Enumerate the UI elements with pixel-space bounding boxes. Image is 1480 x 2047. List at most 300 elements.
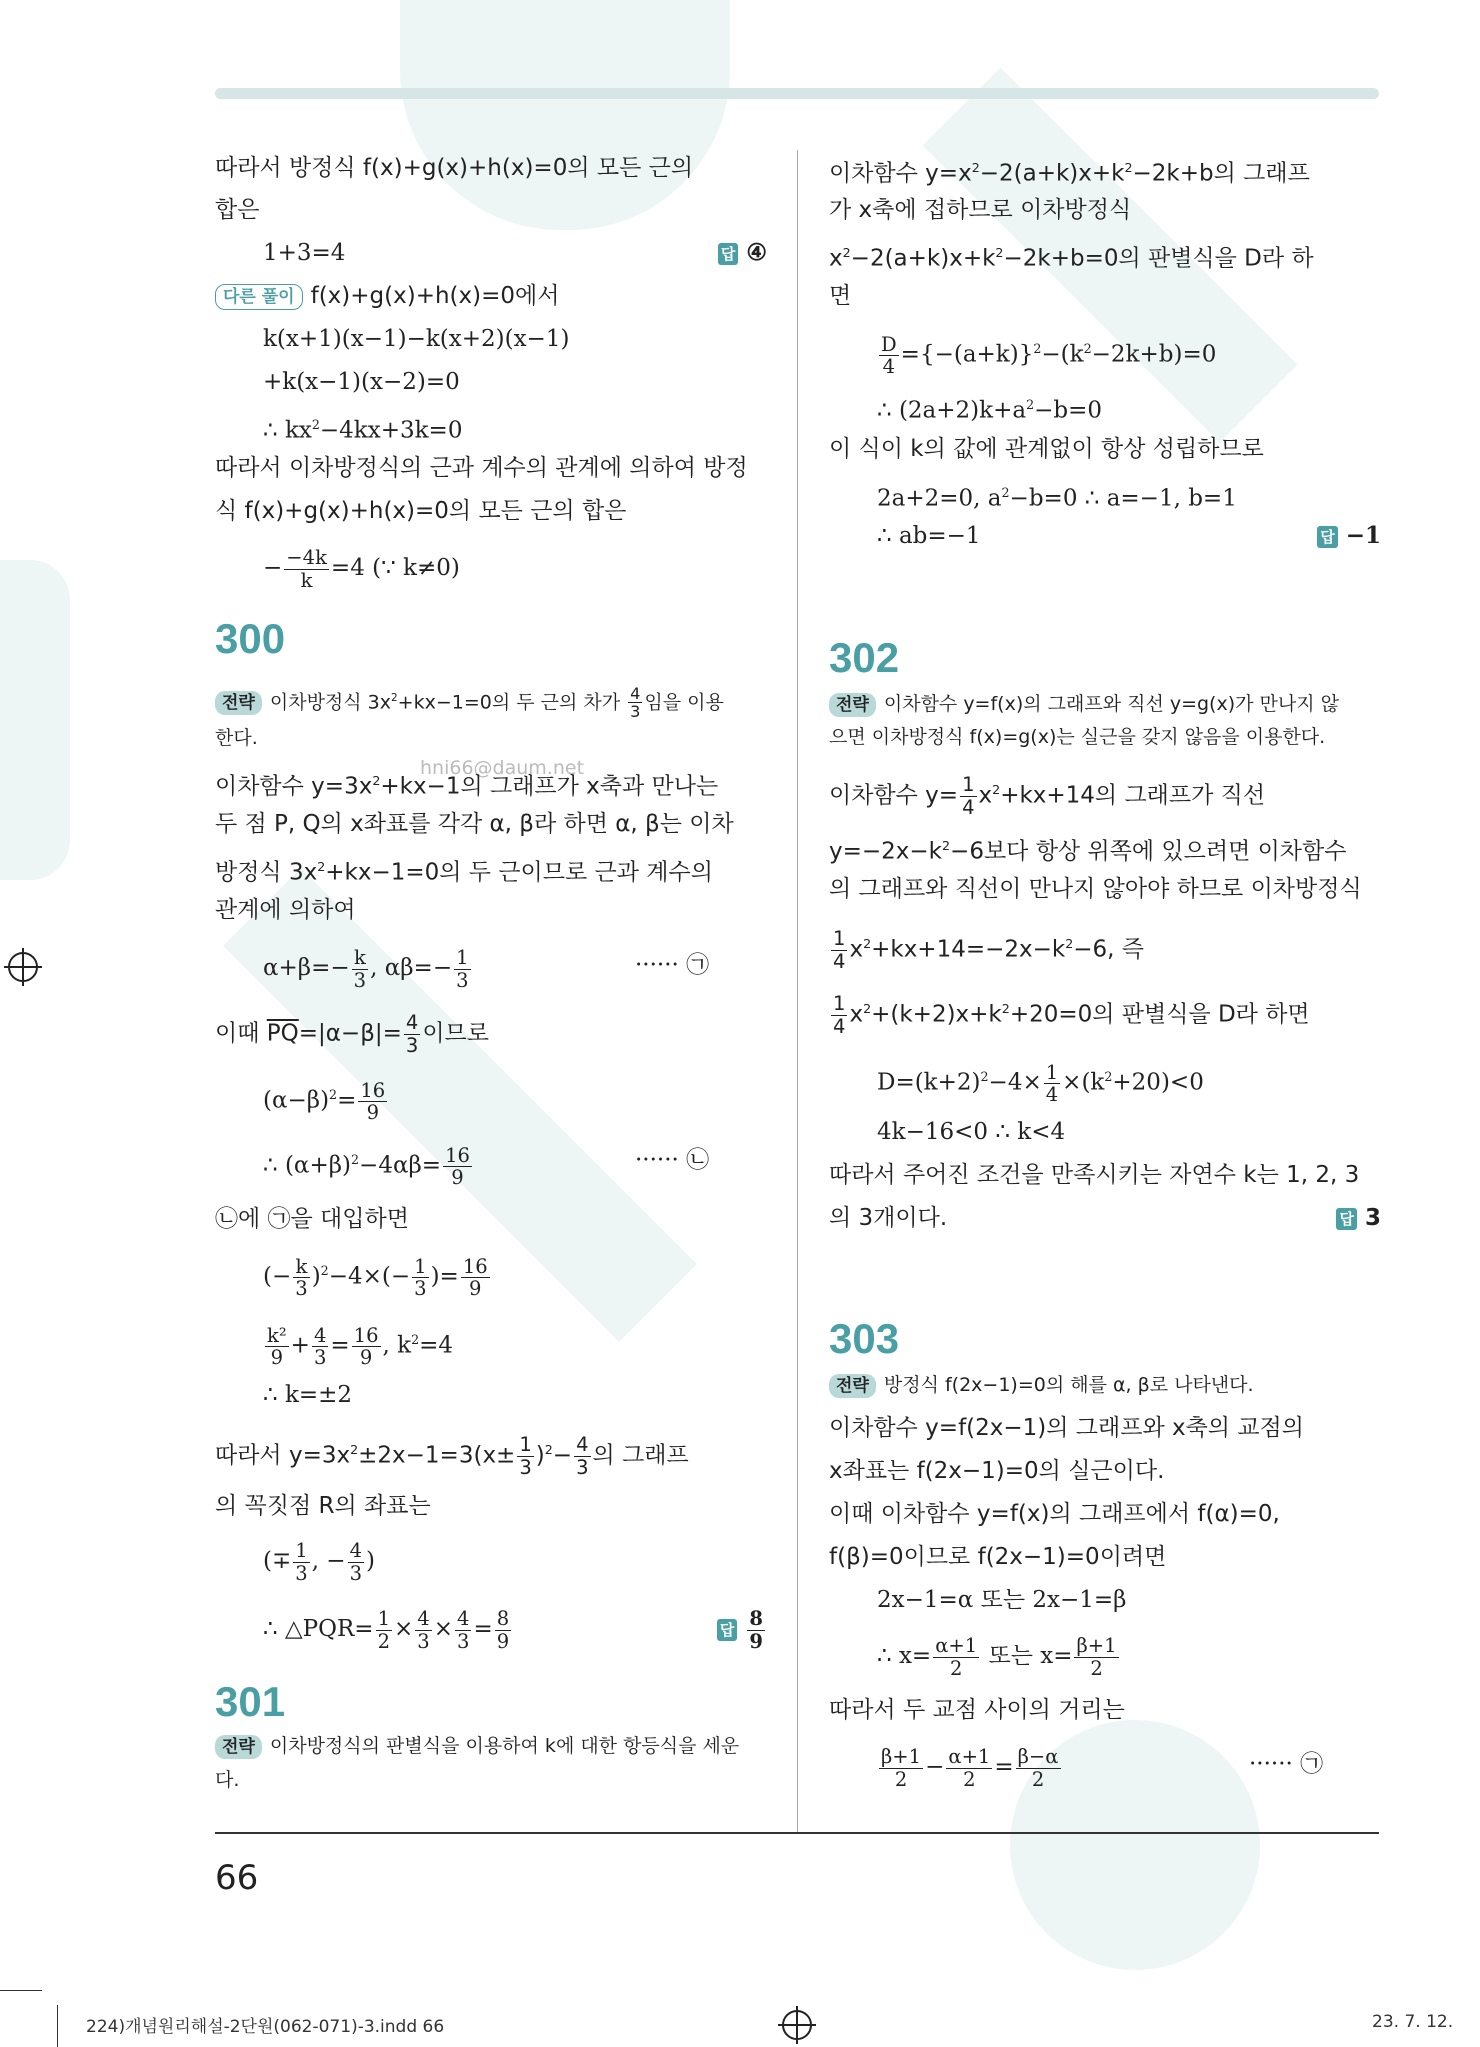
fraction-numerator: 1 — [456, 946, 469, 969]
text-segment: 식 f(x)+g(x)+h(x)=0의 모든 근의 합은 — [215, 498, 627, 524]
answer-value — [747, 1608, 765, 1652]
superscript: 2 — [971, 160, 980, 175]
strategy-badge: 전략 — [215, 691, 262, 715]
superscript: 2 — [863, 1001, 872, 1016]
text-line — [829, 719, 1381, 755]
fraction-denominator: 4 — [882, 355, 896, 379]
watermark-shape — [0, 560, 70, 880]
fraction — [376, 1608, 392, 1652]
fraction-numerator: 1 — [519, 1433, 532, 1457]
fraction-numerator: 16 — [360, 1078, 386, 1102]
text-segment: +k(x−1)(x−2)=0 — [263, 369, 460, 395]
crop-mark — [57, 2005, 58, 2047]
text-segment: ∴ x= — [877, 1643, 932, 1669]
answer-value: 3 — [1364, 1205, 1381, 1231]
text-segment: 의 그래프와 직선이 만나지 않아야 하므로 이차방정식 — [829, 876, 1362, 902]
text-line — [215, 1201, 767, 1237]
text-segment: x — [849, 1001, 864, 1028]
text-segment: α+β=− — [263, 955, 350, 981]
text-segment: +kx+14의 그래프가 직선 — [1000, 782, 1266, 809]
text-segment: ) — [366, 1548, 376, 1574]
problem-number-303: 303 — [829, 1315, 900, 1362]
text-line — [829, 278, 1381, 314]
fraction-numerator: 16 — [445, 1143, 470, 1167]
text-line — [215, 806, 767, 842]
fraction-denominator: 3 — [576, 1455, 589, 1479]
text-segment: 두 점 P, Q의 x좌표를 각각 α, β라 하면 α, β는 이차 — [215, 811, 734, 837]
superscript: 2 — [1001, 1001, 1010, 1016]
text-segment: 이차방정식 3x — [269, 691, 392, 714]
fraction — [461, 1256, 490, 1300]
text-line — [215, 1077, 767, 1125]
text-segment: 2a+2=0, a — [877, 485, 1002, 512]
text-line — [215, 1432, 767, 1479]
text-segment: 이차함수 y= — [829, 782, 959, 809]
fraction-numerator: 4 — [349, 1539, 363, 1562]
equation-marker: ······ ㉠ — [635, 952, 710, 978]
fraction-denominator: 4 — [833, 949, 846, 973]
answer — [718, 235, 767, 271]
text-segment: +kx−1=0의 두 근의 차가 — [397, 691, 627, 714]
fraction-denominator: 2 — [377, 1629, 390, 1653]
text-line — [215, 278, 767, 314]
top-bar — [215, 88, 1379, 99]
superscript: 2 — [351, 1152, 360, 1167]
text-segment: +(k+2)x+k — [871, 1001, 1002, 1028]
fraction-numerator: k — [352, 947, 368, 970]
fraction-denominator: 2 — [1090, 1656, 1103, 1680]
text-line — [215, 493, 767, 529]
text-line — [829, 1692, 1381, 1728]
fraction-denominator: 3 — [295, 1561, 308, 1585]
fraction — [352, 947, 368, 991]
text-segment: = — [337, 1087, 357, 1114]
text-segment: × — [394, 1616, 414, 1642]
text-segment: + — [290, 1332, 310, 1359]
fraction-numerator: 1 — [295, 1539, 308, 1562]
superscript: 2 — [320, 1263, 329, 1278]
fraction-denominator: 3 — [417, 1629, 430, 1653]
problem-number-302: 302 — [829, 634, 900, 681]
fraction-denominator: k — [300, 568, 313, 592]
text-segment: −b=0 — [1034, 397, 1103, 424]
text-segment: (− — [263, 1263, 292, 1290]
fraction — [960, 774, 976, 818]
text-segment: , αβ=− — [370, 955, 453, 981]
fraction-numerator: β+1 — [1076, 1634, 1117, 1657]
text-segment: −4×(− — [328, 1263, 411, 1290]
text-segment: k(x+1)(x−1)−k(x+2)(x−1) — [263, 326, 570, 352]
crop-mark — [0, 1990, 42, 1991]
text-segment: 이차함수 y=3x — [215, 773, 373, 800]
footer-date: 23. 7. 12. — [1372, 2012, 1454, 2032]
text-segment: 다. — [215, 1769, 240, 1791]
text-line — [829, 518, 1381, 554]
fraction-denominator: 4 — [1045, 1083, 1059, 1107]
text-line — [215, 720, 767, 756]
text-segment: 따라서 주어진 조건을 만족시키는 자연수 k는 1, 2, 3 — [829, 1162, 1360, 1188]
fraction — [404, 1012, 420, 1056]
fraction-denominator: 2 — [963, 1767, 976, 1791]
text-segment: ) — [311, 1263, 321, 1290]
text-segment: (∓ — [263, 1548, 292, 1574]
text-segment: y=−2x−k — [829, 838, 942, 865]
strategy-badge: 전략 — [215, 1735, 262, 1759]
text-line — [829, 1114, 1381, 1150]
text-segment: −4αβ= — [359, 1152, 442, 1179]
registration-mark-icon — [8, 952, 38, 982]
column-divider — [797, 150, 798, 1832]
fraction — [628, 685, 642, 722]
fraction-numerator: α+1 — [948, 1745, 991, 1768]
fraction-denominator: 3 — [349, 1561, 363, 1585]
footer-filename: 224)개념원리해설-2단원(062-071)-3.indd 66 — [86, 2017, 445, 2037]
text-segment: +20)<0 — [1112, 1069, 1204, 1096]
superscript: 2 — [942, 838, 951, 853]
text-segment: x — [849, 936, 864, 963]
text-segment: +kx+14=−2x−k — [871, 936, 1066, 963]
text-segment: ∴ (2a+2)k+a — [877, 397, 1027, 424]
text-segment: 임을 이용 — [644, 691, 724, 714]
text-line — [215, 1377, 767, 1413]
fraction-numerator: D — [881, 332, 897, 356]
text-segment: +20=0의 판별식을 D라 하면 — [1009, 1001, 1310, 1028]
fraction — [495, 1608, 511, 1652]
superscript: 2 — [995, 245, 1004, 260]
text-segment: =4 — [419, 1332, 454, 1359]
fraction-denominator: 9 — [749, 1629, 763, 1653]
text-line — [829, 991, 1381, 1038]
fraction — [293, 1256, 309, 1300]
superscript: 2 — [863, 936, 872, 951]
superscript: 2 — [350, 1442, 359, 1457]
text-line — [215, 1607, 767, 1653]
fraction — [574, 1434, 590, 1478]
text-segment: D=(k+2) — [877, 1069, 981, 1096]
text-line — [215, 849, 767, 885]
text-segment: ∴ kx — [263, 417, 312, 444]
strategy-badge: 전략 — [829, 1374, 876, 1398]
fraction — [1016, 1746, 1061, 1790]
text-line — [829, 235, 1381, 271]
fraction-numerator: 4 — [313, 1323, 327, 1347]
text-segment: 이므로 — [422, 1020, 489, 1047]
text-line — [829, 1200, 1381, 1236]
text-line — [829, 828, 1381, 864]
fraction — [517, 1434, 533, 1478]
fraction — [454, 947, 470, 991]
fraction — [265, 1325, 289, 1369]
text-line — [829, 1634, 1381, 1680]
fraction — [415, 1608, 431, 1652]
text-segment: +kx−1=0의 두 근이므로 근과 계수의 — [325, 859, 713, 886]
text-segment: −4kx+3k=0 — [319, 417, 463, 444]
fraction-denominator: 2 — [894, 1767, 908, 1791]
text-line — [829, 192, 1381, 228]
fraction — [831, 928, 847, 972]
superscript: 2 — [1033, 341, 1042, 356]
answer-value: −1 — [1345, 522, 1381, 549]
text-segment: 또는 x= — [981, 1643, 1073, 1669]
fraction-numerator: 4 — [405, 1011, 419, 1034]
text-segment: 가 x축에 접하므로 이차방정식 — [829, 197, 1132, 223]
fraction — [443, 1145, 472, 1189]
text-line — [829, 1582, 1381, 1618]
fraction-numerator: k² — [267, 1323, 287, 1347]
text-segment: −2(a+k)x+k — [850, 245, 996, 272]
fraction-denominator: 9 — [366, 1101, 380, 1125]
fraction-numerator: 1 — [833, 992, 846, 1016]
text-segment: 의 그래프 — [592, 1442, 689, 1469]
text-line — [215, 892, 767, 928]
superscript: 2 — [1104, 1069, 1113, 1084]
answer-label-icon: 답 — [1336, 1208, 1357, 1230]
fraction-numerator: 8 — [749, 1607, 763, 1630]
text-segment: 1+3=4 — [263, 240, 346, 266]
fraction-denominator: 9 — [270, 1346, 284, 1370]
fraction-numerator: 4 — [457, 1607, 470, 1630]
fraction-numerator: 1 — [414, 1254, 427, 1278]
text-segment: −2k+b)=0 — [1091, 341, 1217, 368]
text-segment: 의 꼭짓점 R의 좌표는 — [215, 1493, 431, 1519]
text-segment: − — [925, 1754, 945, 1780]
answer-label-icon: 답 — [718, 243, 739, 265]
text-line — [215, 1488, 767, 1524]
fraction — [412, 1256, 428, 1300]
text-segment: x — [829, 245, 843, 272]
text-segment: ±2x−1=3(x± — [358, 1442, 516, 1469]
fraction-denominator: 9 — [359, 1346, 373, 1370]
text-segment: (α−β) — [263, 1087, 330, 1114]
fraction-numerator: 16 — [462, 1254, 488, 1278]
answer-label-icon: 답 — [717, 1619, 738, 1641]
text-segment: 따라서 두 교점 사이의 거리는 — [829, 1697, 1125, 1723]
superscript: 2 — [980, 1069, 989, 1084]
fraction-denominator: 2 — [1031, 1767, 1045, 1791]
fraction-denominator: 2 — [949, 1656, 963, 1680]
text-segment: ∴ (α+β) — [263, 1152, 351, 1179]
text-line — [215, 450, 767, 486]
fraction — [1074, 1635, 1118, 1679]
text-segment: −(k — [1041, 341, 1084, 368]
text-line — [829, 1367, 1381, 1403]
superscript: 2 — [842, 245, 851, 260]
text-segment: ㉡에 ㉠을 대입하면 — [215, 1206, 409, 1232]
fraction — [879, 334, 899, 378]
superscript: 2 — [1026, 397, 1035, 412]
text-segment: −2k+b=0의 판별식을 D라 하 — [1003, 245, 1314, 272]
text-segment: 이때 — [215, 1020, 267, 1047]
text-segment: 합은 — [215, 197, 260, 223]
text-line — [829, 475, 1381, 511]
text-segment: −2k+b의 그래프 — [1132, 160, 1310, 187]
fraction-numerator: 4 — [417, 1607, 430, 1630]
text-segment: ∴ △PQR= — [263, 1616, 374, 1642]
fraction-numerator: k — [293, 1256, 309, 1279]
text-line — [829, 871, 1381, 907]
superscript: 2 — [411, 1332, 420, 1347]
text-segment: ={−(a+k)} — [900, 341, 1034, 368]
text-line — [215, 1539, 767, 1585]
fraction-numerator: 1 — [1045, 1060, 1059, 1084]
text-segment: ∴ ab=−1 — [877, 523, 981, 549]
text-line — [829, 1410, 1381, 1446]
text-line — [215, 1322, 767, 1370]
superscript: 2 — [1065, 936, 1074, 951]
fraction-denominator: 3 — [519, 1455, 532, 1479]
watermark-email: hni66@daum.net — [420, 757, 585, 779]
text-line — [215, 1762, 767, 1798]
text-line — [829, 772, 1381, 819]
text-segment: ∴ k=±2 — [263, 1382, 353, 1408]
text-line — [829, 1539, 1381, 1575]
overline-segment: $\overline{PQ}$ — [266, 1020, 299, 1047]
fraction-denominator: 9 — [451, 1166, 464, 1190]
text-line — [829, 387, 1381, 423]
fraction-denominator: 3 — [457, 1629, 470, 1653]
text-line — [215, 192, 767, 228]
text-line — [215, 763, 767, 799]
fraction — [358, 1080, 387, 1124]
problem-number-300: 300 — [215, 615, 286, 662]
fraction-denominator: 9 — [469, 1277, 482, 1301]
text-segment: −4× — [988, 1069, 1042, 1096]
fraction — [348, 1540, 364, 1584]
superscript: 2 — [1083, 341, 1092, 356]
text-segment: =4 (∵ k≠0) — [330, 555, 460, 581]
text-segment: 2x−1=α 또는 2x−1=β — [877, 1587, 1127, 1613]
text-segment: − — [552, 1442, 573, 1469]
fraction-denominator: 3 — [456, 968, 469, 992]
superscript: 2 — [992, 782, 1001, 797]
fraction-numerator: −4k — [286, 546, 327, 569]
text-line — [215, 235, 767, 271]
fraction — [831, 993, 847, 1037]
text-segment: = — [473, 1616, 493, 1642]
text-segment: = — [330, 1332, 350, 1359]
text-line — [829, 150, 1381, 186]
superscript: 2 — [391, 692, 398, 704]
text-line — [829, 1496, 1381, 1532]
text-segment: 4k−16<0 ∴ k<4 — [877, 1119, 1066, 1145]
text-line — [215, 407, 767, 443]
text-line — [215, 364, 767, 400]
text-line — [215, 946, 767, 992]
superscript: 2 — [372, 773, 381, 788]
text-segment: 이차방정식의 판별식을 이용하여 k에 대한 항등식을 세운 — [269, 1735, 740, 1757]
text-segment: , − — [311, 1548, 346, 1574]
text-segment: 따라서 이차방정식의 근과 계수의 관계에 의하여 방정 — [215, 455, 748, 481]
text-segment: 이때 이차함수 y=f(x)의 그래프에서 f(α)=0, — [829, 1501, 1280, 1527]
text-line — [215, 680, 767, 722]
fraction — [1044, 1062, 1060, 1106]
superscript: 2 — [317, 859, 326, 874]
fraction-denominator: 3 — [295, 1277, 308, 1301]
superscript: 2 — [1124, 160, 1133, 175]
fraction-denominator: 3 — [630, 702, 641, 722]
answer — [1317, 518, 1381, 554]
fraction-numerator: 1 — [833, 927, 846, 951]
text-segment: 이차함수 y=f(2x−1)의 그래프와 x축의 교점의 — [829, 1415, 1304, 1441]
fraction-denominator: 3 — [414, 1277, 427, 1301]
text-segment: 으면 이차방정식 f(x)=g(x)는 실근을 갖지 않음을 이용한다. — [829, 726, 1326, 748]
text-segment: f(β)=0이므로 f(2x−1)=0이려면 — [829, 1544, 1167, 1570]
text-segment: , k — [382, 1332, 412, 1359]
fraction — [293, 1540, 309, 1584]
text-segment: ×(k — [1062, 1069, 1105, 1096]
text-segment: 이차함수 y=f(x)의 그래프와 직선 y=g(x)가 만나지 않 — [883, 693, 1339, 715]
answer-value: ④ — [746, 239, 767, 266]
fraction-numerator: β+1 — [881, 1745, 922, 1768]
text-line — [829, 926, 1381, 973]
fraction-numerator: 4 — [576, 1433, 589, 1457]
fraction-numerator: 4 — [630, 683, 641, 703]
fraction-numerator: β−α — [1017, 1745, 1059, 1768]
fraction — [946, 1746, 992, 1790]
text-segment: −2(a+k)x+k — [979, 160, 1125, 187]
text-line — [829, 1453, 1381, 1489]
text-segment: 면 — [829, 283, 852, 309]
text-segment: −6보다 항상 위쪽에 있으려면 이차함수 — [950, 838, 1347, 865]
text-segment: 방정식 f(2x−1)=0의 해를 α, β로 나타낸다. — [883, 1374, 1254, 1396]
text-segment: x — [978, 782, 993, 809]
superscript: 2 — [544, 1442, 553, 1457]
bottom-rule — [215, 1832, 1379, 1834]
superscript: 2 — [1001, 485, 1010, 500]
text-segment: =|α−β|= — [298, 1020, 402, 1047]
registration-mark-icon — [782, 2010, 812, 2040]
text-line — [215, 546, 767, 592]
text-segment: ) — [535, 1442, 545, 1469]
fraction-denominator: 3 — [405, 1033, 419, 1057]
text-segment: 한다. — [215, 727, 258, 749]
text-line — [215, 1142, 767, 1190]
fraction — [352, 1325, 381, 1369]
text-segment: 방정식 3x — [215, 859, 318, 886]
fraction — [284, 547, 329, 591]
text-segment: )= — [430, 1263, 459, 1290]
answer — [1336, 1200, 1381, 1236]
fraction-denominator: 4 — [962, 795, 975, 819]
text-line — [215, 150, 767, 186]
fraction-denominator: 3 — [353, 968, 367, 992]
fraction-numerator: 1 — [377, 1607, 390, 1630]
fraction — [312, 1325, 328, 1369]
text-line — [829, 1059, 1381, 1107]
text-segment: 이차함수 y=x — [829, 160, 972, 187]
text-line — [829, 1157, 1381, 1193]
text-segment: − — [263, 555, 283, 581]
text-segment: × — [433, 1616, 453, 1642]
text-line — [829, 1745, 1381, 1791]
fraction — [455, 1608, 471, 1652]
text-line — [829, 686, 1381, 722]
text-line — [215, 321, 767, 357]
alt-solution-badge: 다른 풀이 — [215, 284, 303, 310]
fraction-numerator: α+1 — [935, 1634, 978, 1657]
fraction-denominator: 4 — [833, 1014, 846, 1038]
text-line — [829, 431, 1381, 467]
text-segment: 관계에 의하여 — [215, 897, 356, 923]
text-line — [215, 1011, 767, 1057]
answer — [717, 1608, 767, 1652]
answer-label-icon: 답 — [1317, 526, 1338, 548]
text-line — [215, 1728, 767, 1764]
text-segment: −b=0 ∴ a=−1, b=1 — [1009, 485, 1237, 512]
superscript: 2 — [329, 1087, 338, 1102]
page-number: 66 — [215, 1858, 259, 1898]
text-segment: −6, 즉 — [1073, 936, 1145, 963]
